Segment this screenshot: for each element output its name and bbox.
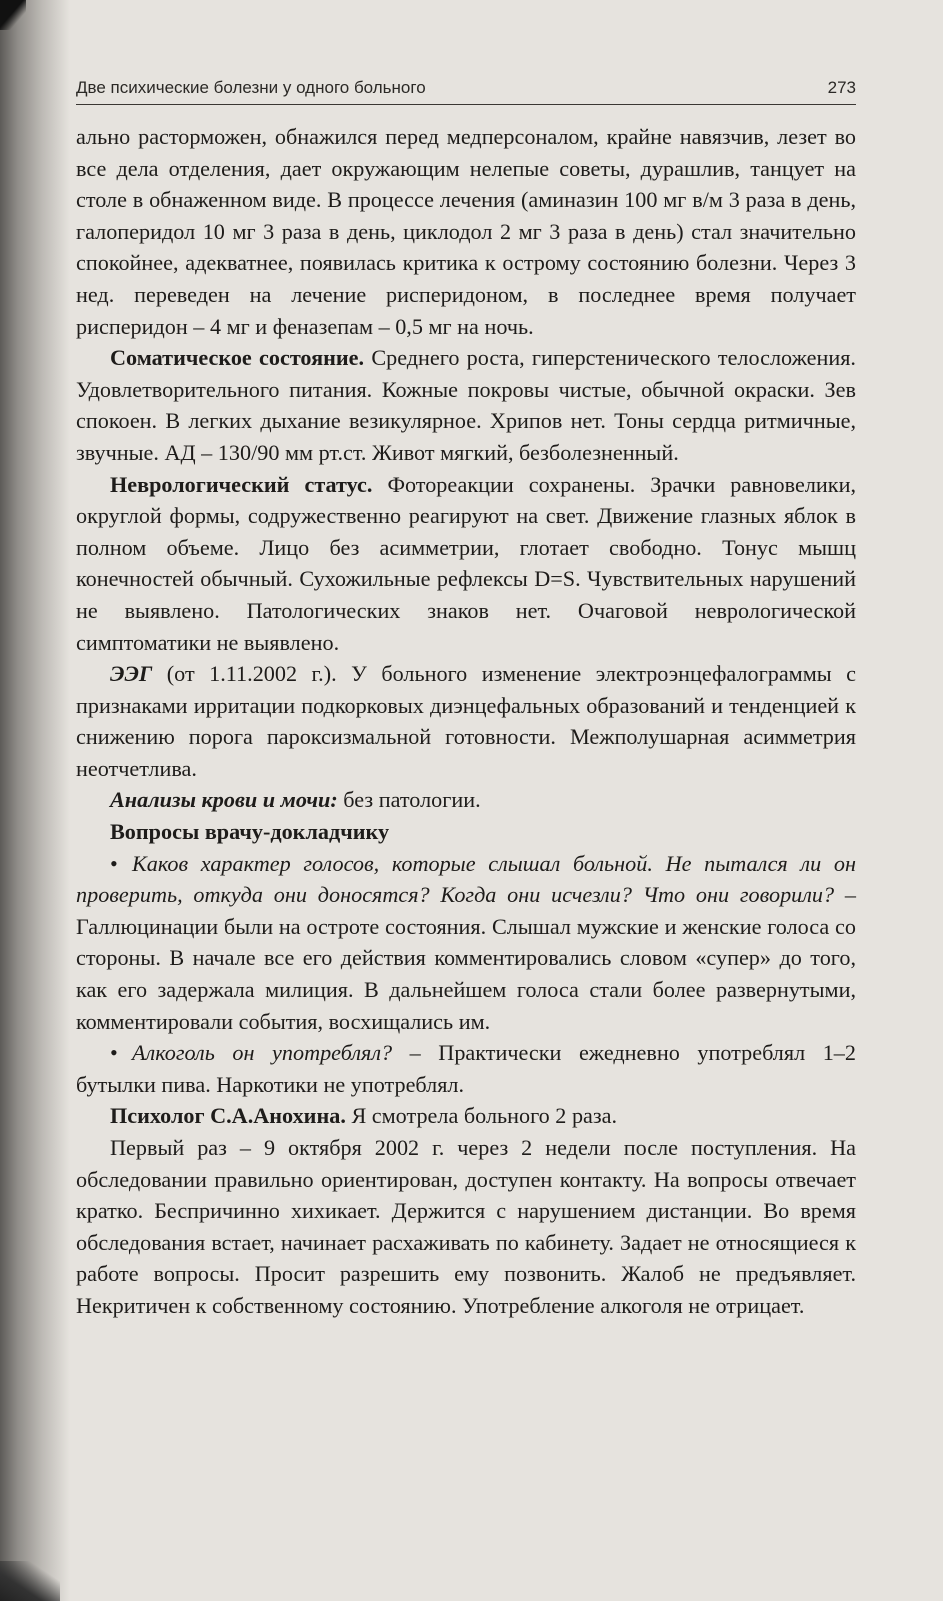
analyses-heading: Анализы крови и мочи: — [110, 787, 338, 813]
running-header — [76, 78, 856, 105]
bullet-marker: • — [110, 1040, 118, 1066]
book-gutter-shadow — [0, 0, 70, 1601]
paragraph-neurological: Неврологический статус. Фотореакции сохранены. Зрачки равновелики, округлой формы, содружественно реагируют на свет. Движение глазных яблок в полном объеме. Лицо без асимметрии, глотает свободно. Тонус мышц конечностей обычный. Сухожильные рефлексы D=S. Чувствительных нарушений не выявлено. Патологических знаков нет. Очаговой неврологической симптоматики не выявлено. — [76, 471, 856, 655]
psychologist-heading: Психолог С.А.Анохина. — [110, 1103, 346, 1129]
neurological-heading: Неврологический статус. — [110, 471, 373, 497]
bullet-marker: • — [110, 850, 118, 876]
page-number: 273 — [827, 78, 856, 97]
question-text: Каков характер голосов, которые слышал больной. Не пытался ли он проверить, откуда они доносятся? Когда они исчезли? Что они говорили? – — [76, 850, 856, 908]
answer-text: Галлюцинации были на остроте состояния. Слышал мужские и женские голоса со стороны. В начале все его действия комментировались словом «супер» до того, как его задержала милиция. В дальнейшем голоса стали более развернутыми, комментировали события, восхищались им. — [76, 913, 856, 1034]
questions-heading: Вопросы врачу-докладчику — [110, 819, 390, 845]
running-title: Две психические болезни у одного больного — [76, 78, 426, 97]
somatic-heading: Соматическое состояние. — [110, 345, 365, 371]
paragraph-first-exam: Первый раз – 9 октября 2002 г. через 2 недели после поступления. На обследовании правильно ориентирован, доступен контакту. На вопросы отвечает кратко. Беспричинно хихикает. Держится с нарушением дистанции. Во время обследования встает, начинает расхаживать по кабинету. Задает не относящиеся к работе вопросы. Просит разрешить ему позвонить. Жалоб не предъявляет. Некритичен к собственному состоянию. Употребление алкоголя не отрицает. — [76, 1135, 856, 1318]
paragraph-somatic: Соматическое состояние. Среднего роста, гиперстенического телосложения. Удовлетворительного питания. Кожные покровы чистые, обычной окраски. Зев спокоен. В легких дыхание везикулярное. Хрипов нет. Тоны сердца ритмичные, звучные. АД – 130/90 мм рт.ст. Живот мягкий, безболезненный. — [76, 345, 856, 465]
scan-corner-top — [0, 0, 26, 30]
question-alcohol — [76, 1037, 856, 1100]
eeg-heading: ЭЭГ — [110, 661, 153, 687]
paragraph-continuation: ально расторможен, обнажился перед медперсоналом, крайне навязчив, лезет во все дела отделения, дает окружающим нелепые советы, дурашлив, танцует на столе в обнаженном виде. В процессе лечения (аминазин 100 мг в/м 3 раза в день, галоперидол 10 мг 3 раза в день, циклодол 2 мг 3 раза в день) стал значительно спокойнее, адекватнее, появилась критика к острому состоянию болезни. Через 3 нед. переведен на лечение рисперидоном, в последнее время получает рисперидон – 4 мг и феназепам – 0,5 мг на ночь. — [76, 124, 856, 339]
question-voices — [76, 848, 856, 1038]
paragraph-eeg: ЭЭГ (от 1.11.2002 г.). У больного изменение электроэнцефалограммы с признаками ирритации подкорковых диэнцефальных образований и тенденцией к снижению порога пароксизмальной готовности. Межполушарная асимметрия неотчетлива. — [76, 661, 856, 781]
scan-corner-bottom — [0, 1561, 60, 1601]
paragraph-psychologist: Психолог С.А.Анохина. Я смотрела больного 2 раза. — [110, 1103, 618, 1129]
question-text: Алкоголь он употреблял? – — [132, 1040, 421, 1066]
paragraph-analyses: Анализы крови и мочи: без патологии. — [110, 787, 481, 813]
page-body — [76, 121, 856, 1322]
answer-text: Практически ежедневно употреблял 1–2 бутылки пива. Наркотики не употреблял. — [76, 1040, 856, 1097]
book-page — [76, 78, 856, 1322]
